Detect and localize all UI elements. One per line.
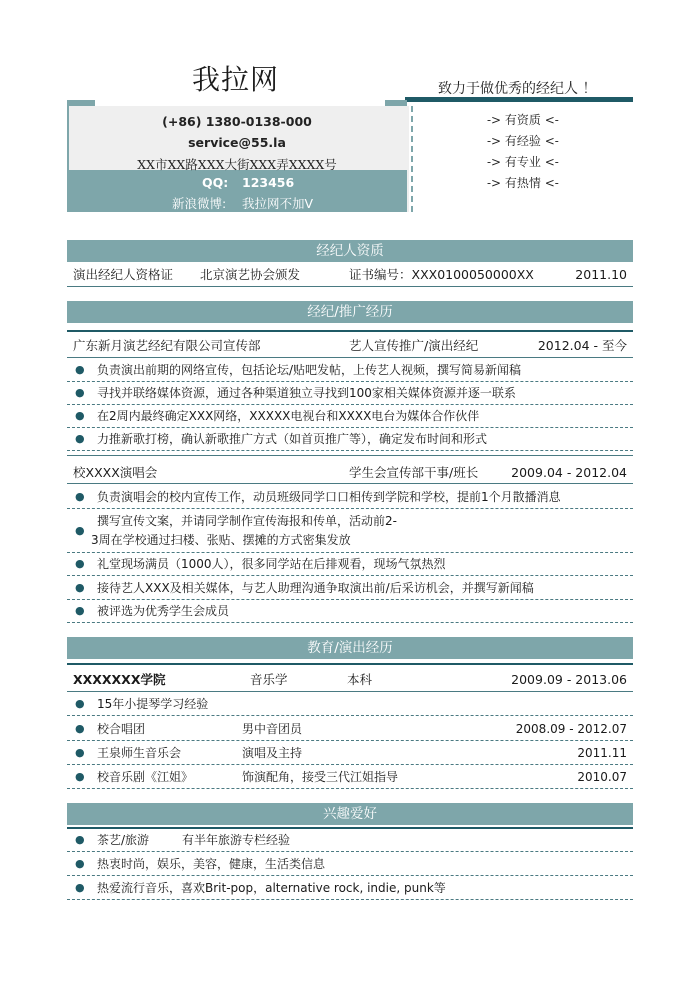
weibo-label: 新浪微博:: [172, 196, 227, 211]
cert-date: 2011.10: [575, 267, 627, 282]
job-role: 学生会宣传部干事/班长: [349, 465, 479, 480]
contact-phone: (+86) 1380-0138-000: [162, 114, 312, 129]
tagline-2: -> 有经验 <-: [487, 134, 559, 148]
job-header: [67, 463, 633, 483]
bullet-icon: ●: [75, 746, 85, 759]
bullet-icon: ●: [75, 409, 85, 422]
divider: [67, 455, 633, 456]
section-experience-title: 经纪/推广经历: [67, 301, 633, 323]
bullet-icon: ●: [75, 524, 85, 537]
bullet-icon: ●: [75, 604, 85, 617]
bullet-icon: ●: [75, 697, 85, 710]
list-item: ● 校合唱团 男中音团员 2008.09 - 2012.07: [67, 720, 633, 741]
bullet-icon: ●: [75, 857, 85, 870]
section-qualification-title: 经纪人资质: [67, 240, 633, 262]
tagline-4: -> 有热情 <-: [487, 176, 559, 190]
list-item: ● 王泉师生音乐会 演唱及主持 2011.11: [67, 744, 633, 765]
slogan-underline: [405, 97, 633, 102]
list-item: ● 热衷时尚，娱乐，美容，健康，生活类信息: [67, 855, 633, 876]
job-date: 2009.04 - 2012.04: [511, 465, 627, 480]
contact-band: [67, 170, 407, 212]
bullet-icon: ●: [75, 881, 85, 894]
job-header: [67, 336, 633, 356]
bullet-icon: ●: [75, 770, 85, 783]
qq-label: QQ:: [202, 175, 229, 190]
qualification-row: [67, 265, 633, 285]
list-item: ● 礼堂现场满员（1000人），很多同学站在后排观看，现场气氛热烈: [67, 555, 633, 576]
qq-value: 123456: [242, 175, 295, 190]
divider: [67, 286, 633, 287]
divider: [67, 483, 633, 484]
bullet-icon: ●: [75, 432, 85, 445]
divider: [67, 691, 633, 692]
list-item: ● 撰写宣传文案，并请同学制作宣传海报和传单，活动前2- 3周在学校通过扫楼、张贴、摆摊的方式密集发放: [67, 512, 633, 553]
bullet-icon: ●: [75, 490, 85, 503]
major: 音乐学: [250, 672, 288, 687]
contact-address: XX市XX路XXX大街XXX弄XXXX号: [137, 157, 337, 172]
job-org: 广东新月演艺经纪有限公司宣传部: [73, 338, 261, 353]
bullet-icon: ●: [75, 557, 85, 570]
list-item: ● 负责演出前期的网络宣传，包括论坛/贴吧发帖，上传艺人视频，撰写简易新闻稿: [67, 361, 633, 382]
list-item: ● 接待艺人XXX及相关媒体，与艺人助理沟通争取演出前/后采访机会，并撰写新闻稿: [67, 579, 633, 600]
school-name: XXXXXXX学院: [73, 672, 166, 687]
list-item: ● 被评选为优秀学生会成员: [67, 602, 633, 623]
degree: 本科: [347, 672, 373, 687]
list-item: ● 校音乐剧《江姐》 饰演配角，接受三代江姐指导 2010.07: [67, 768, 633, 789]
section-education-title: 教育/演出经历: [67, 637, 633, 659]
list-item: ● 力推新歌打榜，确认新歌推广方式（如首页推广等），确定发布时间和形式: [67, 430, 633, 451]
tagline-3: -> 有专业 <-: [487, 155, 559, 169]
contact-email: service@55.la: [188, 135, 286, 150]
list-item: ● 茶艺/旅游 有半年旅游专栏经验: [67, 831, 633, 852]
list-item: ● 寻找并联络媒体资源，通过各种渠道独立寻找到100家相关媒体资源并逐一联系: [67, 384, 633, 405]
divider: [67, 663, 633, 665]
bullet-icon: ●: [75, 833, 85, 846]
job-role: 艺人宣传推广/演出经纪: [349, 338, 479, 353]
cert-number: 证书编号：XXX0100050000XX: [349, 267, 534, 282]
tagline-1: -> 有资质 <-: [487, 113, 559, 127]
list-item: ● 在2周内最终确定XXX网络，XXXXX电视台和XXXX电台为媒体合作伙伴: [67, 407, 633, 428]
page-title: 我拉网: [192, 63, 280, 96]
bullet-icon: ●: [75, 581, 85, 594]
education-header: [67, 670, 633, 690]
bullet-icon: ●: [75, 386, 85, 399]
slogan: 致力于做优秀的经纪人 ！: [438, 81, 597, 97]
list-item: ● 热爱流行音乐，喜欢Brit-pop，alternative rock, indie, punk等: [67, 879, 633, 900]
job-date: 2012.04 - 至今: [537, 338, 627, 353]
list-item: ● 15年小提琴学习经验: [67, 695, 633, 716]
job-org: 校XXXX演唱会: [73, 465, 158, 480]
divider: [67, 330, 633, 332]
divider: [67, 827, 633, 829]
list-item: ● 负责演唱会的校内宣传工作，动员班级同学口口相传到学院和学校，提前1个月散播消息: [67, 488, 633, 509]
bullet-icon: ●: [75, 363, 85, 376]
weibo-value: 我拉网不加V: [242, 196, 314, 211]
cert-issuer: 北京演艺协会颁发: [200, 267, 301, 282]
divider: [67, 357, 633, 358]
section-hobbies-title: 兴趣爱好: [67, 803, 633, 825]
bullet-icon: ●: [75, 722, 85, 735]
education-date: 2009.09 - 2013.06: [511, 672, 627, 687]
cert-name: 演出经纪人资格证: [73, 267, 174, 282]
